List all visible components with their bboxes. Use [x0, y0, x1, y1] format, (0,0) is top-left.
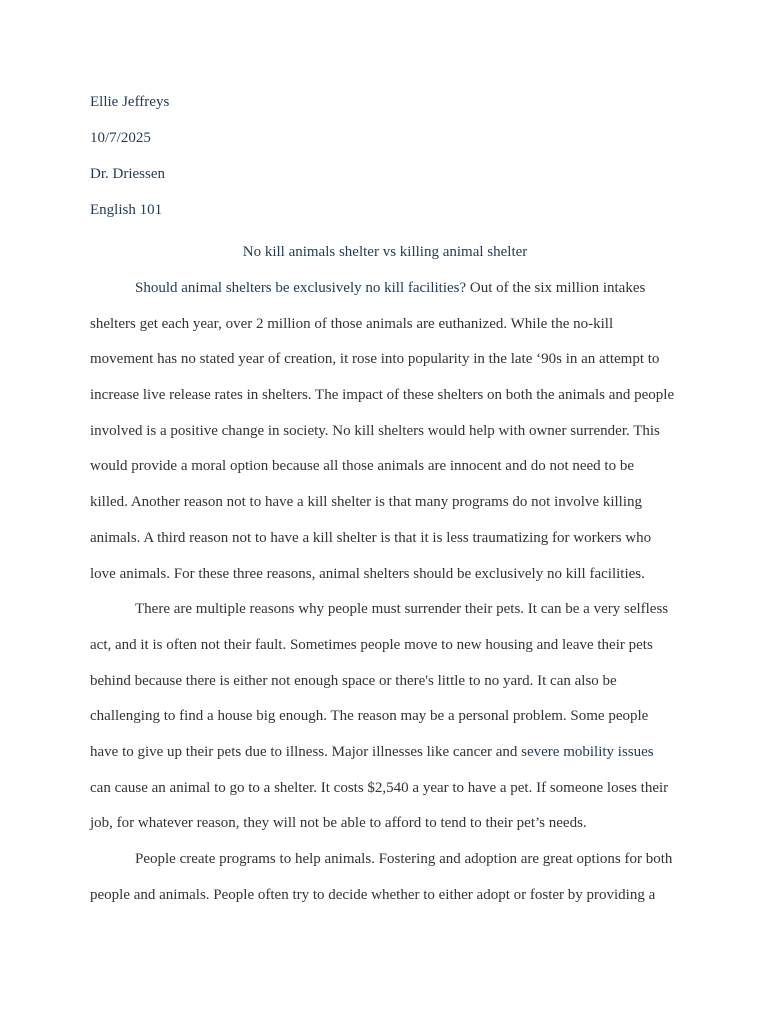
- paragraph-line: love animals. For these three reasons, animal shelters should be exclusively no kill facilities.: [90, 565, 645, 582]
- paragraph-line: killed. Another reason not to have a kill shelter is that many programs do not involve killing: [90, 494, 642, 511]
- paragraph-line: would provide a moral option because all those animals are innocent and do not need to be: [90, 458, 635, 475]
- course-name: English 101: [90, 202, 163, 218]
- paragraph-line: People create programs to help animals. Fostering and adoption are great options for both: [135, 851, 673, 867]
- essay-title: No kill animals shelter vs killing animal shelter: [242, 244, 528, 260]
- paragraph-1: [90, 276, 680, 597]
- paragraph-line: can cause an animal to go to a shelter. It costs $2,540 a year to have a pet. If someone loses their: [90, 779, 669, 796]
- paragraph-line: movement has no stated year of creation, it rose into popularity in the late ‘90s in an attempt to: [90, 351, 660, 368]
- paragraph-line: job, for whatever reason, they will not be able to afford to tend to their pet’s needs.: [90, 815, 587, 832]
- author-name: Ellie Jeffreys: [90, 94, 170, 110]
- paragraph-line: [90, 276, 680, 312]
- document-date: 10/7/2025: [90, 130, 151, 146]
- paragraph-2: [90, 597, 680, 847]
- paragraph-line: animals. A third reason not to have a kill shelter is that it is less traumatizing for workers who: [90, 529, 652, 546]
- paragraph-line: challenging to find a house big enough. The reason may be a personal problem. Some people: [90, 708, 649, 725]
- paragraph-line: shelters get each year, over 2 million of those animals are euthanized. While the no-kill: [90, 315, 614, 332]
- highlighted-text: severe mobility issues: [521, 743, 654, 760]
- line-text: Out of the six million intakes: [466, 280, 646, 296]
- paragraph-line: increase live release rates in shelters. The impact of these shelters on both the animals and people: [90, 387, 675, 404]
- paragraph-line: behind because there is either not enough space or there's little to no yard. It can also be: [90, 672, 617, 689]
- document-page: [90, 90, 680, 918]
- paragraph-line: people and animals. People often try to decide whether to either adopt or foster by providing a: [90, 886, 656, 903]
- paragraph-line: There are multiple reasons why people must surrender their pets. It can be a very selfless: [135, 601, 669, 618]
- highlighted-text: Should animal shelters be exclusively no kill facilities?: [135, 280, 467, 296]
- paragraph-line: act, and it is often not their fault. Sometimes people move to new housing and leave their pets: [90, 636, 653, 653]
- paragraph-line: involved is a positive change in society. No kill shelters would help with owner surrender. This: [90, 422, 660, 439]
- paragraph-3: [90, 847, 680, 918]
- paragraph-line: [90, 740, 680, 776]
- instructor-name: Dr. Driessen: [90, 166, 165, 182]
- line-text: have to give up their pets due to illness. Major illnesses like cancer and: [90, 743, 522, 760]
